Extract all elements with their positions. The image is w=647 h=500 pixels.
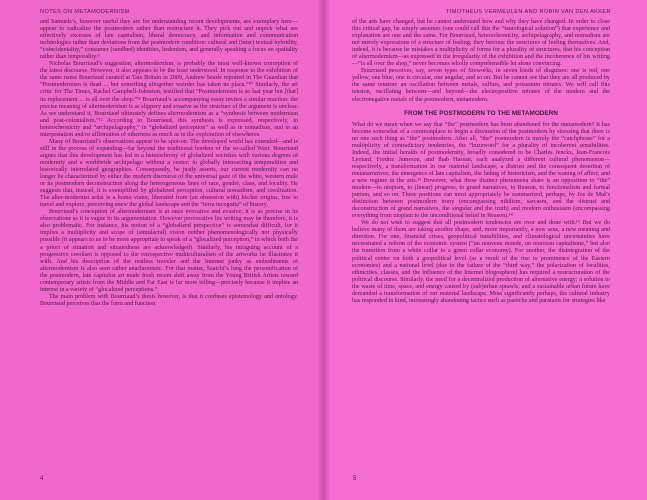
running-head-left: NOTES ON METAMODERNISM [40,9,130,15]
section-heading: FROM THE POSTMODERN TO THE METAMODERN [404,109,558,117]
running-head-right: TIMOTHEUS VERMEULEN AND ROBIN VAN DEN AKKER [445,9,611,15]
paragraph: Nicholas Bourriaud’s suggestion, altermodernism, is probably the most well-known conception of the latest discourse. However, it also appears to be the least understood. In response to the exhibition of the same name Bourriaud curated at Tate Britain in 2009, Andrew Searle reported in The Guardian that “Postmodernism is dead ... but something altogether weirder has taken its place.”¹⁰ Similarly, the art critic for The Times, Rachel Campbell-Johnston, testified that “Postmodernism is so last year but [that] its replacement ... is all over the shop.”¹¹ Bourriaud’s accompanying essay invites a similar reaction: the precise meaning of altermodernism is as slippery and evasive as the structure of the argument is unclear. As we understand it, Bourriaud ultimately defines altermodernism as a “synthesis between modernism and post-colonialism.”¹² According to Bourriaud, this synthesis is expressed, respectively, in heterochronicity and “archipelagraphy,” in “globalized perception” as well as in nomadism, and in an interpretation and/or affirmation of otherness as much as in the exploration of elsewheres. [40,61,298,138]
paragraph: of the arts have changed, but he cannot understand how and why they have changed. In order to close this critical gap, he simply assumes (one could call this the “tautological solution”) that experience and explanation are one and the same. For Bourriaud, heterochronicity, archipelagraphy, and nomadism are not merely expressions of a structure of feeling; they become the structures of feeling themselves. And, indeed, it is because he mistakes a multiplicity of forms for a plurality of structures, that his conception of altermodernism—as expressed in the irregularity of the exhibition and the incoherence of his writing—“is all over the shop,” never becomes wholly comprehensible let alone convincing. [352,19,610,68]
paragraph: Bourriaud perceives, say, seven types of fireworks, in seven kinds of disguises: one is red, one yellow, one blue, one is circular, one angular, and so on. But he cannot see that they are all produced by the same tension: an oscillation between metals, sulfurs, and potassium nitrates. We will call this tension, oscillating between—and beyond—the electropositive nitrates of the modern and the electronegative metals of the postmodern, metamodern. [352,68,610,103]
page-number-left: 4 [40,476,44,482]
left-page-text [40,19,298,308]
paragraph: What do we mean when we say that “the” postmodern has been abandoned for the metamodern? It has become somewhat of a commonplace to begin a discussion of the postmodern by stressing that there is no one such thing as “the” postmodern. After all, “the” postmodern is merely the “catchphrase” for a multiplicity of contradictory tendencies, the “buzzword” for a plurality of incoherent sensibilities. Indeed, the initial heralds of postmodernity, broadly considered to be Charles Jencks, Jean-Francois Lyotard, Fredric Jameson, and Ihab Hassan, each analyzed a different cultural phenomenon—respectively, a transformation in our material landscape; a distrust and the consequent desertion of metanarratives; the emergence of late capitalism, the fading of historicism, and the waning of affect; and a new regime in the arts.¹³ However, what these distinct phenomena share is an opposition to “the” modern—to utopism, to (linear) progress, to grand narratives, to Reason, to functionalism and formal purism, and so on. These positions can most appropriately be summarized, perhaps, by Jos de Mul’s distinction between postmodern irony (encompassing nihilism, sarcasm, and the distrust and deconstruction of grand narratives, the singular and the truth) and modern enthusiasm (encompassing everything from utopism to the unconditional belief in Reason).¹⁴ [352,121,610,220]
paragraph: Many of Bourriaud’s observations appear to be spot-on. The developed world has extended—and is still in the process of expanding—far beyond the traditional borders of the so-called West. Bourriaud argues that this development has led to a heterochrony of globalized societies with various degrees of modernity and a worldwide archipelago without a center; to globally intersecting temporalities and historically interrelated geographies. Consequently, he justly asserts, our current modernity can no longer be characterized by either the modern discourse of the universal gaze of the white, western male or its postmodern deconstruction along the heterogeneous lines of race, gender, class, and locality. He suggests that, instead, it is exemplified by globalized perception, cultural nomadism, and creolization. The alter-modernist artist is a homo viator, liberated from (an obsession with) his/her origins, free to travel and explore, perceiving anew the global landscape and the “terra incognita” of history. [40,138,298,209]
book-gutter [318,0,330,500]
left-page [0,0,323,500]
right-page [324,0,647,500]
paragraph: Bourriaud’s conception of altermodernism is at once evocative and evasive; it is as precise in its observations as it is vague in its argumentation. However provocative his writing may be therefore, it is also problematic. For instance, his notion of a “globalized perspective” is somewhat difficult, for it implies a multiplicity and scope of (simulacral) vision neither phenomenologically nor physically possible (it appears to us to be more appropriate to speak of a “glocalized perception,” in which both the a priori of situation and situatedness are acknowledged). Similarly, his intriguing account of a progressive creolism is opposed to the retrospective multiculturalism of the artworks he illustrates it with. And his description of the restless traveler and the Internet junky as embodiments of altermodernism is also seen rather anachronistic. For that matter, Saatchi’s long the personification of the postmodern, late capitalist art made fresh recent shift away from the Young British Artists toward contemporary artists from the Middle and Far East is far more telling—precisely because it implies an interest in a variety of “glocalized perceptions.” [40,209,298,293]
paragraph: The main problem with Bourriaud’s thesis however, is that it confuses epistemology and ontology. Bourriaud perceives that the form and function [40,293,298,307]
page-number-right: 5 [353,476,357,482]
right-page-text [352,19,610,305]
paragraph: and Samuels’s, however useful they are for understanding recent developments, are exemplary here—appear to radicalize the postmodern rather than restructure it. They pick out and unpick what are effectively excesses of late capitalism, liberal democracy, and information and communication technologies rather than deviations from the postmodern condition: cultural and (inter) textual hybridity, “coincidentality,” consumer (sandbed) identities, hedonism, and generally speaking a focus on spatiality rather than temporality.⁹ [40,19,298,61]
paragraph: We do not wish to suggest that all postmodern tendencies are over and done with.¹⁵ But we do believe many of them are taking another shape, and, more importantly, a new sens, a new meaning and direction. For one, financial crises, geopolitical instabilities, and climatological uncertainties have necessitated a reform of the economic system (“un nouveau monde, un nouveau capitalisme,” but also the transition from a white collar to a green collar economy). For another, the disintegration of the political center on both a geopolitical level (as a result of the rise to prominence of the Eastern economies) and a national level (due to the failure of the “third way,” the polarization of localities, ethnicities, classes, and the influence of the Internet blogosphere) has required a restructuration of the political discourse. Similarly, the need for a decentralized production of alternative energy; a solution to the waste of time, space, and energy caused by (sub)urban sprawls; and a sustainable urban future have demanded a transformation of our material landscape. Most significantly perhaps, the cultural industry has responded in kind, increasingly abandoning tactics such as pastiche and parataxis for strategies like [352,220,610,304]
